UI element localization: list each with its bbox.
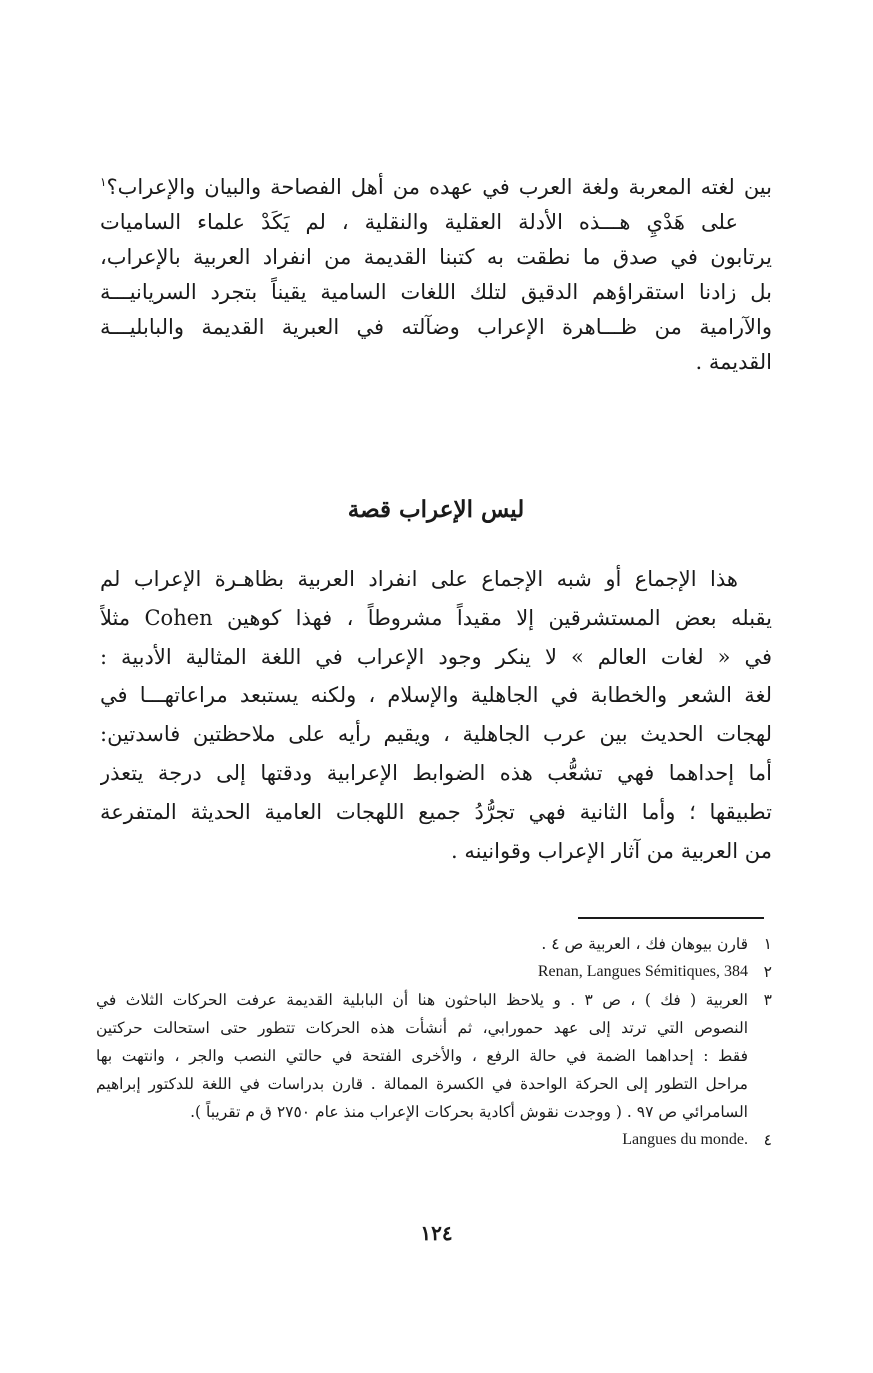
footnote-number: ٤	[763, 1131, 772, 1149]
paragraph-line: يرتابون في صدق ما نطقت به كتبنا القديمة من انفراد العربية بالإعراب،	[100, 245, 772, 269]
section-heading: ليس الإعراب قصة	[347, 496, 525, 523]
footnote-number: ١	[763, 935, 772, 953]
paragraph-1	[100, 170, 772, 380]
footnote-text: السامرائي ص ٩٧ . ( ووجدت نقوش أكادية بحركات الإعراب منذ عام ٢٧٥٠ ق م تقريباً ).	[190, 1103, 748, 1121]
paragraph-line: بل زادنا استقراؤهم الدقيق لتلك اللغات السامية يقيناً بتجرد السريانيـــة	[100, 280, 772, 304]
footnotes	[96, 930, 772, 1154]
footnote-separator	[578, 917, 764, 919]
paragraph-line: يقبله بعض المستشرقين إلا مقيداً مشروطاً ، فهذا كوهين Cohen مثلاً	[100, 605, 772, 630]
footnote-text: فقط : إحداهما الضمة في حالة الرفع ، والأخرى الفتحة في حالتي النصب والجر ، وانتهت بها	[96, 1047, 748, 1065]
footnote	[96, 1126, 772, 1154]
footnote-text: قارن بيوهان فك ، العربية ص ٤ .	[541, 935, 748, 953]
footnote	[96, 958, 772, 986]
footnote-text: العربية ( فك ) ، ص ٣ . و يلاحظ الباحثون هنا أن البابلية القديمة عرفت الحركات الثلاث في	[96, 991, 748, 1009]
footnote-mark: ١	[100, 175, 107, 189]
paragraph-line: هذا الإجماع أو شبه الإجماع على انفراد العربية بظاهـرة الإعراب لم	[100, 567, 738, 591]
footnote	[96, 930, 772, 958]
paragraph-line: لغة الشعر والخطابة في الجاهلية والإسلام ، ولكنه يستبعد مراعاتهـــا في	[100, 683, 772, 708]
footnote-text: Langues du monde.	[622, 1131, 748, 1148]
paragraph-line: من العربية من آثار الإعراب وقوانينه .	[451, 838, 772, 863]
footnote-number: ٢	[763, 963, 772, 981]
footnote-number: ٣	[763, 991, 772, 1009]
paragraph-line: على هَدْيِ هـــذه الأدلة العقلية والنقلية ، لم يَكَدْ علماء الساميات	[100, 210, 738, 234]
paragraph-line: القديمة .	[695, 350, 772, 374]
paragraph-line: بين لغته المعربة ولغة العرب في عهده من أهل الفصاحة والبيان والإعراب؟$^١$	[100, 175, 772, 199]
paragraph-line: لهجات الحديث بين عرب الجاهلية ، ويقيم رأيه على ملاحظتين فاسدتين:	[100, 722, 772, 747]
paragraph-line: أما إحداهما فهي تشعُّب هذه الضوابط الإعرابية ودقتها إلى درجة يتعذر	[100, 760, 772, 785]
footnote-text: Renan, Langues Sémitiques, 384	[537, 963, 748, 980]
page-number: ١٢٤	[420, 1221, 453, 1245]
paragraph-line: والآرامية من ظـــاهرة الإعراب وضآلته في العبرية القديمة والبابليـــة	[100, 315, 772, 339]
paragraph-2	[100, 560, 772, 870]
footnote-text: النصوص التي ترتد إلى عهد حمورابي، ثم أنشأت هذه الحركات تتطور حتى استحالت حركتين	[96, 1019, 748, 1037]
paragraph-line: في « لغات العالم » لا ينكر وجود الإعراب في اللغة المثالية الأدبية :	[100, 644, 772, 669]
footnote	[96, 986, 772, 1126]
footnote-text: مراحل التطور إلى الحركة الواحدة في الكسرة الممالة . قارن بدراسات في اللغة للدكتور إبراهيم	[96, 1075, 748, 1093]
paragraph-line: تطبيقها ؛ وأما الثانية فهي تجرُّدُ جميع اللهجات العامية الحديثة المتفرعة	[100, 799, 772, 824]
